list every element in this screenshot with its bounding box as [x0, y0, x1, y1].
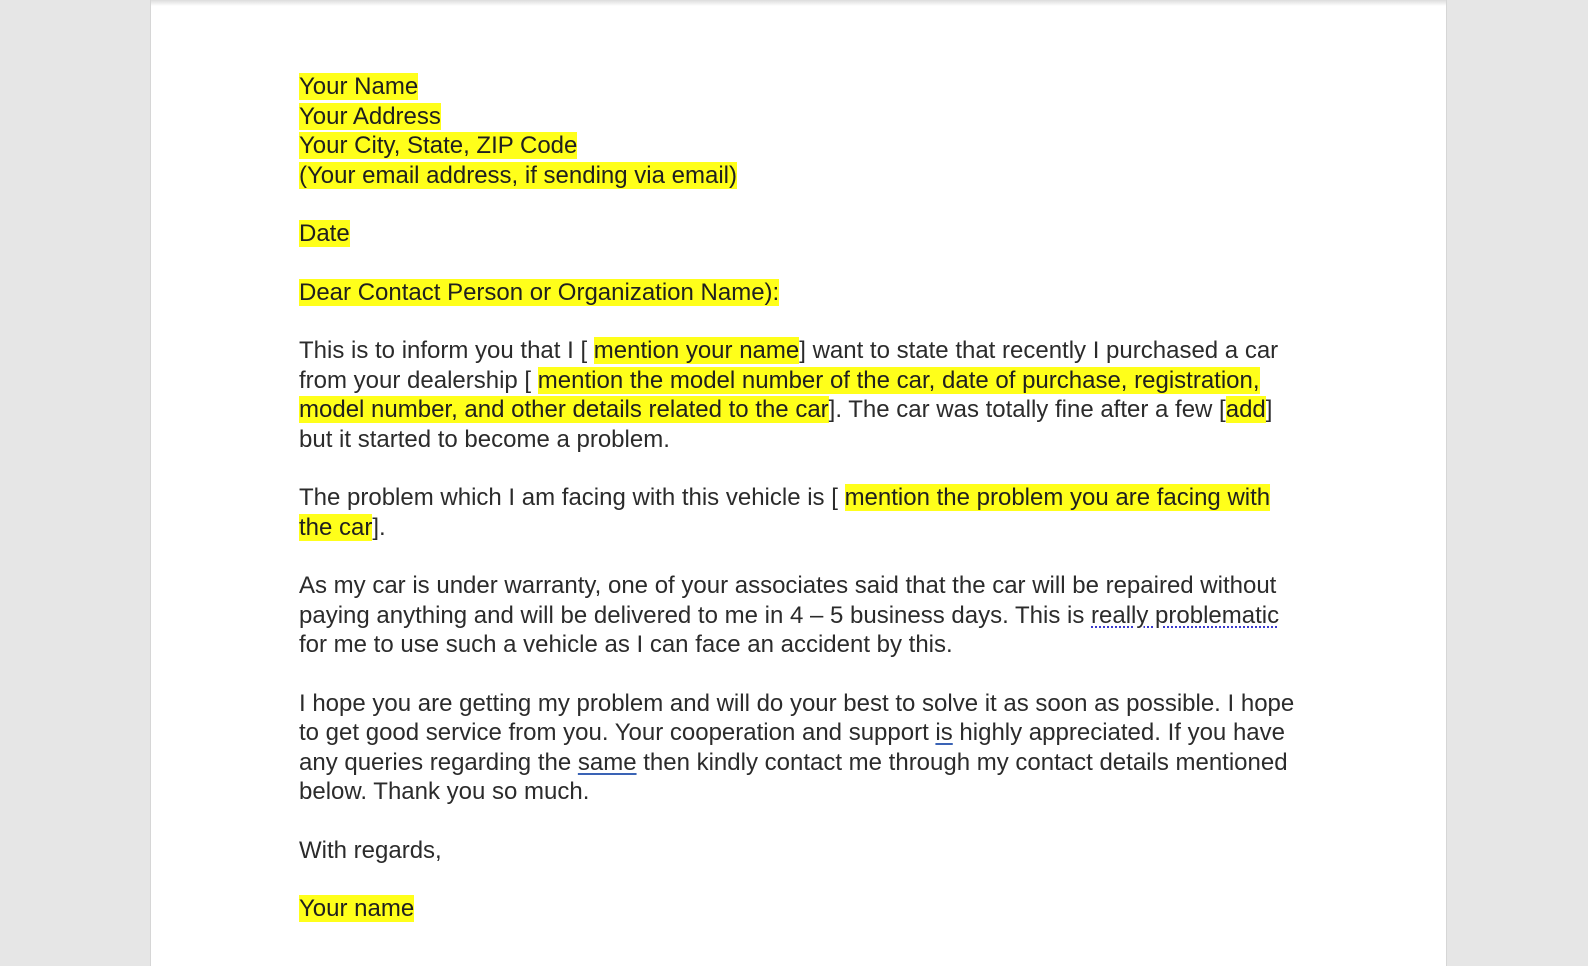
sender-name-line	[299, 72, 1309, 102]
para1-text-1: This is to inform you that I [	[299, 337, 594, 364]
paragraph-purchase	[299, 336, 1309, 454]
placeholder-add: add	[1225, 396, 1266, 423]
document-page	[150, 0, 1447, 966]
grammar-flag-is: is	[935, 719, 953, 746]
para4-text-3: then kindly contact me through my contact details mentioned below. Thank you so much.	[299, 748, 1288, 805]
sender-email-line	[299, 161, 1309, 191]
placeholder-car-details: mention the model number of the car, date of purchase, registration, model number, and other details related to the car	[299, 366, 1260, 423]
para2-text-1: The problem which I am facing with this vehicle is [	[299, 484, 845, 511]
para4-text-1: I hope you are getting my problem and will do your best to solve it as soon as possible. I hope to get good service from you. Your cooperation and support	[299, 689, 1295, 746]
placeholder-your-name: mention your name	[593, 337, 800, 364]
para3-text-1: As my car is under warranty, one of your associates said that the car will be repaired without paying anything and will be delivered to me in 4 – 5 business days. This is	[299, 572, 1277, 629]
salutation: Dear Contact Person or Organization Name):	[299, 278, 780, 306]
salutation-line	[299, 278, 1309, 308]
para3-text-2: for me to use such a vehicle as I can face an accident by this.	[299, 631, 953, 658]
para1-text-3: ]. The car was totally fine after a few [	[828, 396, 1226, 423]
sender-address: Your Address	[299, 102, 441, 130]
signature-line	[299, 894, 1309, 924]
sender-name: Your Name	[299, 73, 419, 100]
grammar-flag-really-problematic: really problematic	[1091, 601, 1280, 629]
para4-text-2: highly appreciated. If you have any queries regarding the	[299, 719, 1285, 776]
sender-email: (Your email address, if sending via email)	[299, 161, 737, 189]
para1-text-2: ] want to state that recently I purchased a car from your dealership [	[299, 337, 1279, 394]
para1-text-4: ] but it started to become a problem.	[299, 396, 1273, 453]
para2-text-2: ].	[372, 513, 386, 541]
placeholder-problem: mention the problem you are facing with the car	[299, 484, 1271, 541]
date-line	[299, 219, 1309, 249]
paragraph-warranty	[299, 571, 1309, 660]
sender-city-line	[299, 131, 1309, 161]
paragraph-request	[299, 689, 1309, 807]
closing: With regards,	[299, 836, 442, 864]
sender-city: Your City, State, ZIP Code	[299, 132, 578, 159]
letter-body	[299, 72, 1309, 924]
paragraph-problem	[299, 483, 1309, 542]
grammar-flag-same: same	[577, 748, 637, 776]
date: Date	[299, 220, 350, 247]
sender-address-line	[299, 102, 1309, 132]
signature: Your name	[299, 895, 415, 922]
